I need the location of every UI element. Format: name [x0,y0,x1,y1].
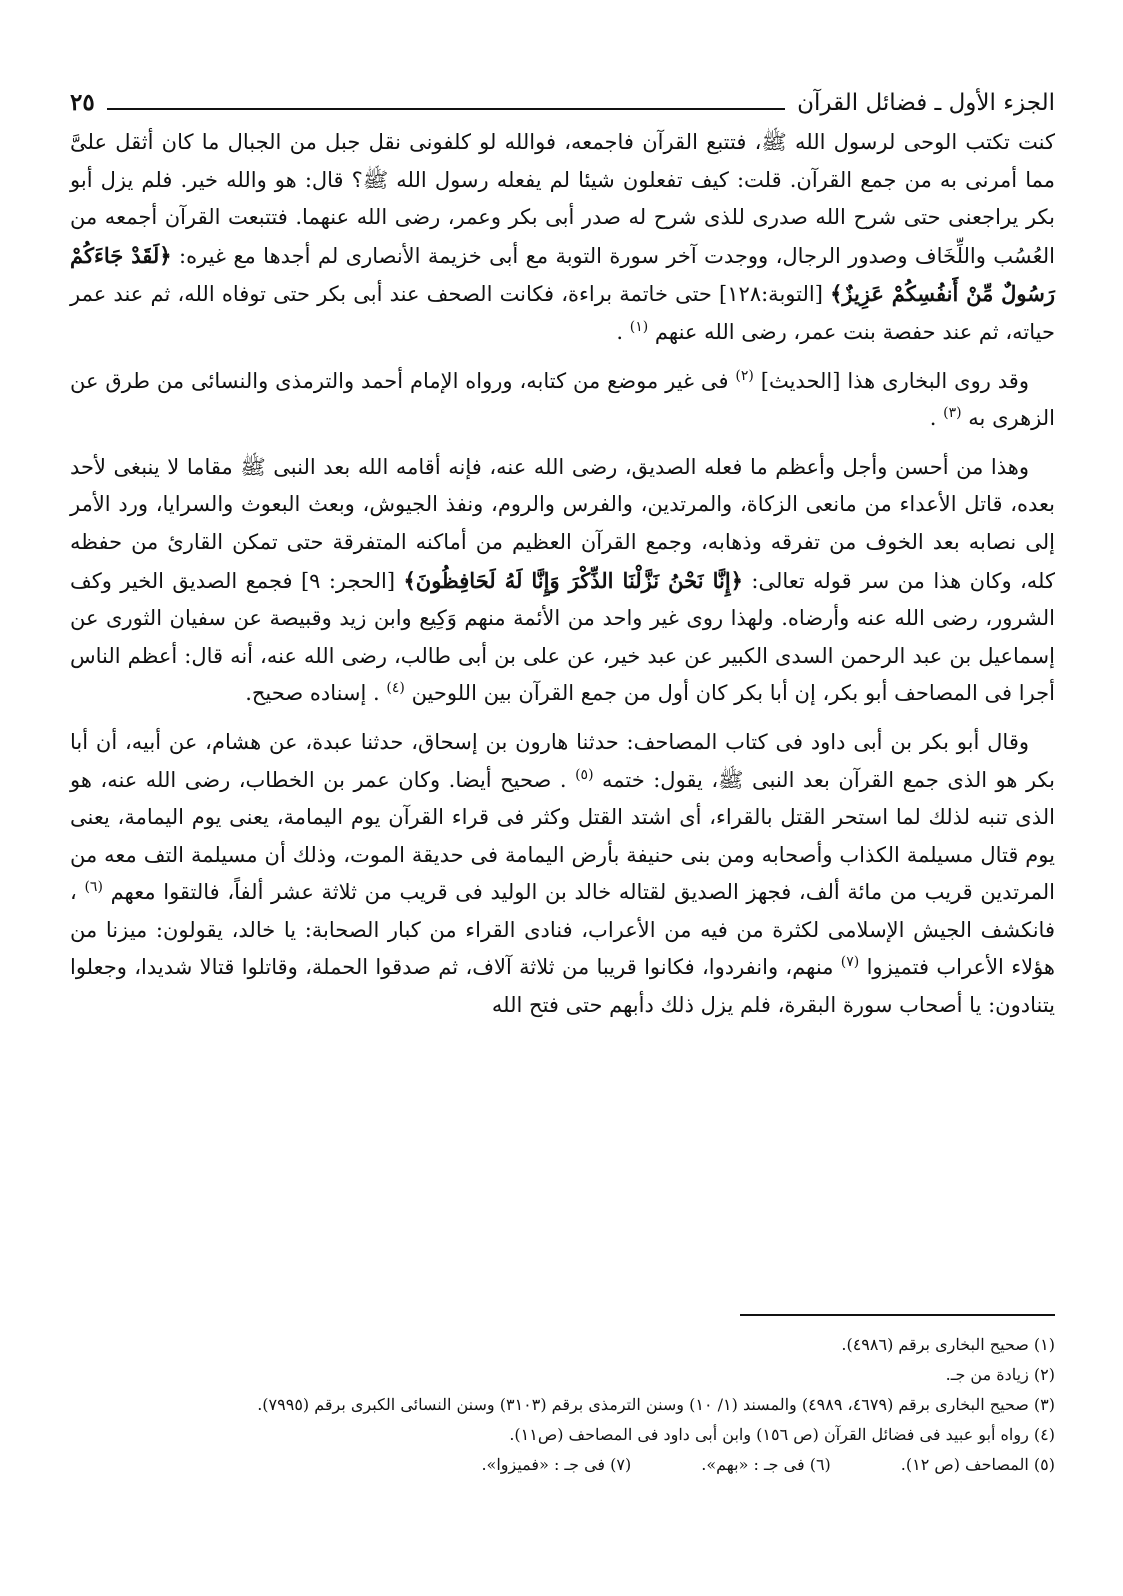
running-title: الجزء الأول ـ فضائل القرآن [797,90,1055,116]
footnotes [70,1330,1055,1480]
footnote-4: (٤) رواه أبو عبيد فى فضائل القرآن (ص ١٥٦) وابن أبى داود فى المصاحف (ص١١). [509,1425,1055,1444]
footnote-ref-2[interactable]: (٢) [735,367,754,384]
footnote-ref-4[interactable]: (٤) [386,680,405,697]
paragraph-text: . صحيح أيضا. وكان عمر بن الخطاب، رضى الله عنه، هو الذى تنبه لذلك لما استحر القتل بالقراء، أى اشتد القتل وكثر فى قراء القرآن يوم اليمامة، يعنى يوم اليمامة، يعنى يوم قتال مسيلمة الكذاب وأصحابه ومن بنى حنيفة بأرض اليمامة فى حديقة الموت، وذلك أن مسيلمة التف معه من المرتدين قريب من مائة ألف، فجهز الصديق لقتاله خالد بن الوليد فى قريب من ثلاثة عشر ألفاً، فالتقوا معهم [70,767,1055,905]
quran-verse: ﴿لَقَدْ جَاءَكُمْ رَسُولٌ مِّنْ أَنفُسِكُمْ عَزِيزٌ﴾ [70,242,1055,307]
paragraph-text: فى غير موضع من كتابه، ورواه الإمام أحمد والترمذى والنسائى من طرق عن الزهرى به [70,368,1055,431]
paragraph-4 [70,724,1055,1025]
paragraph-text: وقال أبو بكر بن أبى داود فى كتاب المصاحف: حدثنا هارون بن إسحاق، حدثنا عبدة، عن هشام، عن أبيه، أن أبا بكر هو الذى جمع القرآن بعد النبى ﷺ، يقول: ختمه [70,729,1055,792]
footnote-ref-3[interactable]: (٣) [943,405,962,422]
paragraph-end: . إسناده صحيح. [245,681,380,706]
paragraph-text: ، فانكشف الجيش الإسلامى لكثرة من فيه من الأعراب، فنادى القراء من كبار الصحابة: يا خالد، يقولون: ميزنا من هؤلاء الأعراب فتميزوا [70,880,1055,980]
paragraph-end: . [929,406,937,431]
paragraph-3 [70,449,1055,713]
paragraph-text: [التوبة:١٢٨] حتى خاتمة براءة، فكانت الصحف عند أبى بكر حتى توفاه الله، ثم عند عمر حياته، ثم عند حفصة بنت عمر، رضى الله عنهم [70,282,1055,344]
footnote-3: (٣) صحيح البخارى برقم (٤٦٧٩، ٤٩٨٩) والمسند (١/ ١٠) وسنن الترمذى برقم (٣١٠٣) وسنن النسائى الكبرى برقم (٧٩٩٥). [257,1395,1055,1414]
paragraph-2 [70,363,1055,438]
paragraph-1 [70,124,1055,352]
footnote-ref-7[interactable]: (٧) [840,954,860,971]
quran-verse: ﴿إِنَّا نَحْنُ نَزَّلْنَا الذِّكْرَ وَإِنَّا لَهُ لَحَافِظُونَ﴾ [403,567,743,593]
footnote-row [70,1450,1055,1480]
footnote-5: (٥) المصاحف (ص ١٢). [900,1455,1055,1474]
paragraph-text: وقد روى البخارى هذا [الحديث] [753,368,1029,393]
footnote-ref-5[interactable]: (٥) [575,766,594,783]
page-number: ٢٥ [70,89,95,116]
paragraph-text: [الحجر: ٩] فجمع الصديق الخير وكف الشرور، رضى الله عنه وأرضاه. ولهذا روى غير واحد من الأئمة منهم وَكِيع وابن زيد وقبيصة عن سفيان الثورى عن إسماعيل بن عبد الرحمن السدى الكبير عن عبد خير، عن على بن أبى طالب، رضى الله عنه، أنه قال: أعظم الناس أجرا فى المصاحف أبو بكر، إن أبا بكر كان أول من جمع القرآن بين اللوحين [70,568,1055,706]
running-header [70,78,1055,118]
footnote-ref-6[interactable]: (٦) [84,879,103,896]
footnote-ref-1[interactable]: (١) [629,318,649,335]
paragraph-text: كنت تكتب الوحى لرسول الله ﷺ، فتتبع القرآن فاجمعه، فوالله لو كلفونى نقل جبل من الجبال ما كان أثقل علىَّ مما أمرنى به من جمع القرآن. قلت: كيف تفعلون شيئا لم يفعله رسول الله ﷺ؟ قال: هو والله خير. فلم يزل أبو بكر يراجعنى حتى شرح الله صدرى للذى شرح له صدر أبى بكر وعمر، رضى الله عنهما. فتتبعت القرآن أجمعه من العُسُب واللِّخَاف وصدور الرجال، ووجدت آخر سورة التوبة مع أبى خزيمة الأنصارى لم أجدها مع غيره: [70,130,1056,268]
paragraph-text: وهذا من أحسن وأجل وأعظم ما فعله الصديق، رضى الله عنه، فإنه أقامه الله بعد النبى ﷺ مقاما لا ينبغى لأحد بعده، قاتل الأعداء من مانعى الزكاة، والمرتدين، والفرس والروم، ونفذ الجيوش، وبعث البعوث والسرايا، ورد الأمر إلى نصابه بعد الخوف من تفرقه وذهابه، وجمع القرآن العظيم من أماكنه المتفرقة حتى تمكن القارئ من حفظه كله، وكان هذا من سر قوله تعالى: [70,454,1056,593]
footnote-1: (١) صحيح البخارى برقم (٤٩٨٦). [841,1335,1055,1354]
footnote-separator [740,1314,1055,1316]
header-rule [107,108,785,110]
paragraph-text: منهم، وانفردوا، فكانوا قريبا من ثلاثة آلاف، ثم صدقوا الحملة، وقاتلوا قتالا شديدا، وجعلوا يتنادون: يا أصحاب سورة البقرة، فلم يزل ذلك دأبهم حتى فتح الله [70,955,1055,1018]
main-text [70,124,1055,1025]
footnote-6: (٦) فى جـ : «بهم». [701,1455,831,1474]
footnote-7: (٧) فى جـ : «فميزوا». [481,1455,632,1474]
book-page [70,78,1055,1558]
footnote-2: (٢) زيادة من جـ. [945,1365,1055,1384]
paragraph-end: . [616,319,624,344]
